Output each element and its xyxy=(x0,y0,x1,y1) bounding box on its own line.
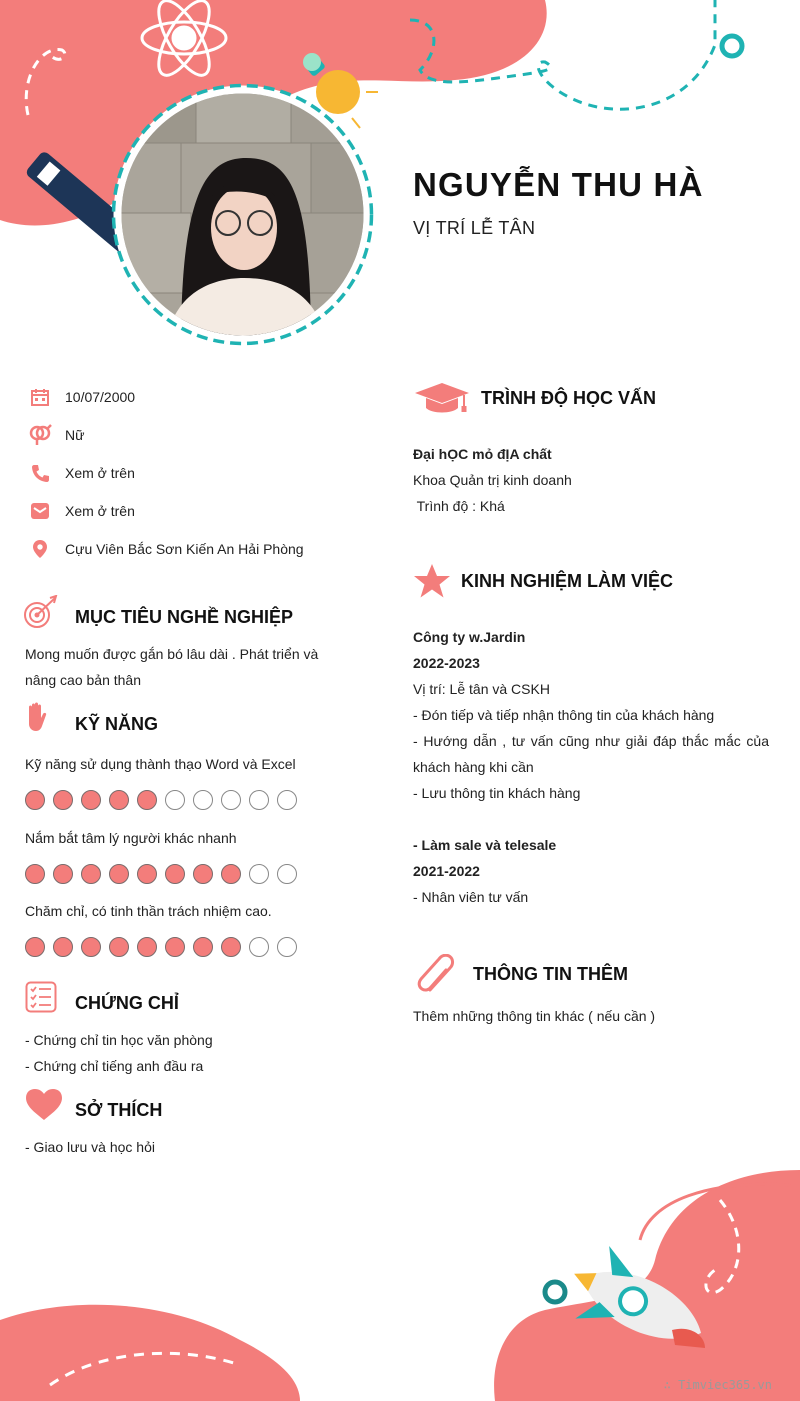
rating-dot-filled xyxy=(81,937,101,957)
rating-dot-filled xyxy=(81,864,101,884)
education-title: TRÌNH ĐỘ HỌC VẤN xyxy=(481,388,656,408)
rocket-ring xyxy=(545,1282,565,1302)
bottom-left-blob xyxy=(0,1305,300,1401)
rating-dot-filled xyxy=(25,790,45,810)
rating-dot-empty xyxy=(193,790,213,810)
objective-title: MỤC TIÊU NGHỀ NGHIỆP xyxy=(75,607,294,627)
additional-title: THÔNG TIN THÊM xyxy=(473,964,628,984)
paperclip-icon xyxy=(416,954,458,994)
checklist-icon xyxy=(25,981,57,1013)
teal-ring xyxy=(722,36,742,56)
gender-text: Nữ xyxy=(65,427,85,443)
school-name: Đại hỌC mỏ đỊA chất xyxy=(413,446,552,462)
skill-rating xyxy=(25,790,297,810)
contact-gender xyxy=(28,423,358,447)
experience-job-1 xyxy=(413,624,769,806)
rating-dot-filled xyxy=(137,937,157,957)
certificate-item: - Chứng chỉ tin học văn phòng xyxy=(25,1032,213,1048)
rating-dot-filled xyxy=(193,864,213,884)
job-duty: - Hướng dẫn , tư vấn cũng như giải đáp thắc mắc của xyxy=(413,733,769,749)
avatar xyxy=(111,83,374,346)
additional-text: Thêm những thông tin khác ( nếu cần ) xyxy=(413,1008,656,1024)
rating-dot-empty xyxy=(165,790,185,810)
contact-email xyxy=(28,499,358,523)
job-role: Vị trí: Lễ tân và CSKH xyxy=(413,681,550,697)
hobby-item: - Giao lưu và học hỏi xyxy=(25,1139,155,1155)
watermark: ∴ Timviec365.vn xyxy=(663,1378,772,1392)
education-details xyxy=(413,441,773,519)
job-duty: khách hàng khi cần xyxy=(413,759,534,775)
objective-line: nâng cao bản thân xyxy=(25,672,141,688)
job-role: - Nhân viên tư vấn xyxy=(413,889,529,905)
rating-dot-filled xyxy=(165,864,185,884)
email-icon xyxy=(28,499,52,523)
objective-text xyxy=(25,641,365,693)
gender-icon xyxy=(28,423,52,447)
faculty-name: Khoa Quản trị kinh doanh xyxy=(413,472,572,488)
rating-dot-filled xyxy=(53,790,73,810)
certificate-item: - Chứng chỉ tiếng anh đầu ra xyxy=(25,1058,204,1074)
certificates-title: CHỨNG CHỈ xyxy=(75,993,179,1013)
star-icon xyxy=(413,563,451,599)
contact-birthday xyxy=(28,385,358,409)
birthday-text: 10/07/2000 xyxy=(65,389,136,405)
rating-dot-filled xyxy=(193,937,213,957)
rating-dot-filled xyxy=(221,937,241,957)
skill-label: Kỹ năng sử dụng thành thạo Word và Excel xyxy=(25,756,296,772)
phone-text: Xem ở trên xyxy=(65,465,135,481)
rating-dot-filled xyxy=(109,937,129,957)
experience-job-2 xyxy=(413,832,769,910)
experience-title: KINH NGHIỆM LÀM VIỆC xyxy=(461,571,674,591)
skills-title: KỸ NĂNG xyxy=(75,714,159,734)
candidate-name: NGUYỄN THU HÀ xyxy=(413,166,704,203)
rating-dot-filled xyxy=(221,864,241,884)
skill-label: Chăm chỉ, có tinh thần trách nhiệm cao. xyxy=(25,903,272,919)
calendar-icon xyxy=(28,385,52,409)
contact-address xyxy=(28,537,358,561)
certificates-list xyxy=(25,1027,365,1079)
job-period: 2022-2023 xyxy=(413,655,480,671)
graduation-cap-icon xyxy=(414,380,470,416)
rating-dot-filled xyxy=(25,864,45,884)
phone-icon xyxy=(28,461,52,485)
skill-label: Nắm bắt tâm lý người khác nhanh xyxy=(25,830,237,846)
objective-line: Mong muốn được gắn bó lâu dài . Phát triển và xyxy=(25,646,319,662)
hand-icon xyxy=(25,702,49,734)
rating-dot-empty xyxy=(277,864,297,884)
location-icon xyxy=(28,537,52,561)
job-period: 2021-2022 xyxy=(413,863,480,879)
rating-dot-filled xyxy=(25,937,45,957)
rating-dot-filled xyxy=(137,790,157,810)
education-grade: Trình độ : Khá xyxy=(413,498,505,514)
rating-dot-filled xyxy=(109,864,129,884)
rating-dot-empty xyxy=(277,937,297,957)
job-position: VỊ TRÍ LỄ TÂN xyxy=(413,218,536,238)
email-text: Xem ở trên xyxy=(65,503,135,519)
heart-icon xyxy=(25,1088,63,1122)
rating-dot-empty xyxy=(249,937,269,957)
rating-dot-filled xyxy=(81,790,101,810)
rating-dot-empty xyxy=(249,864,269,884)
rating-dot-filled xyxy=(53,864,73,884)
job-duty: - Lưu thông tin khách hàng xyxy=(413,785,581,801)
skill-rating xyxy=(25,864,297,884)
company-name: - Làm sale và telesale xyxy=(413,837,557,853)
rating-dot-filled xyxy=(137,864,157,884)
rating-dot-filled xyxy=(53,937,73,957)
company-name: Công ty w.Jardin xyxy=(413,629,526,645)
skill-rating xyxy=(25,937,297,957)
rating-dot-empty xyxy=(221,790,241,810)
rating-dot-filled xyxy=(109,790,129,810)
contact-phone xyxy=(28,461,358,485)
address-text: Cựu Viên Bắc Sơn Kiến An Hải Phòng xyxy=(65,541,304,557)
rating-dot-filled xyxy=(165,937,185,957)
target-icon xyxy=(22,595,58,631)
hobbies-title: SỞ THÍCH xyxy=(75,1100,163,1120)
rating-dot-empty xyxy=(249,790,269,810)
job-duty: - Đón tiếp và tiếp nhận thông tin của khách hàng xyxy=(413,707,715,723)
rating-dot-empty xyxy=(277,790,297,810)
avatar-frame xyxy=(111,83,374,346)
